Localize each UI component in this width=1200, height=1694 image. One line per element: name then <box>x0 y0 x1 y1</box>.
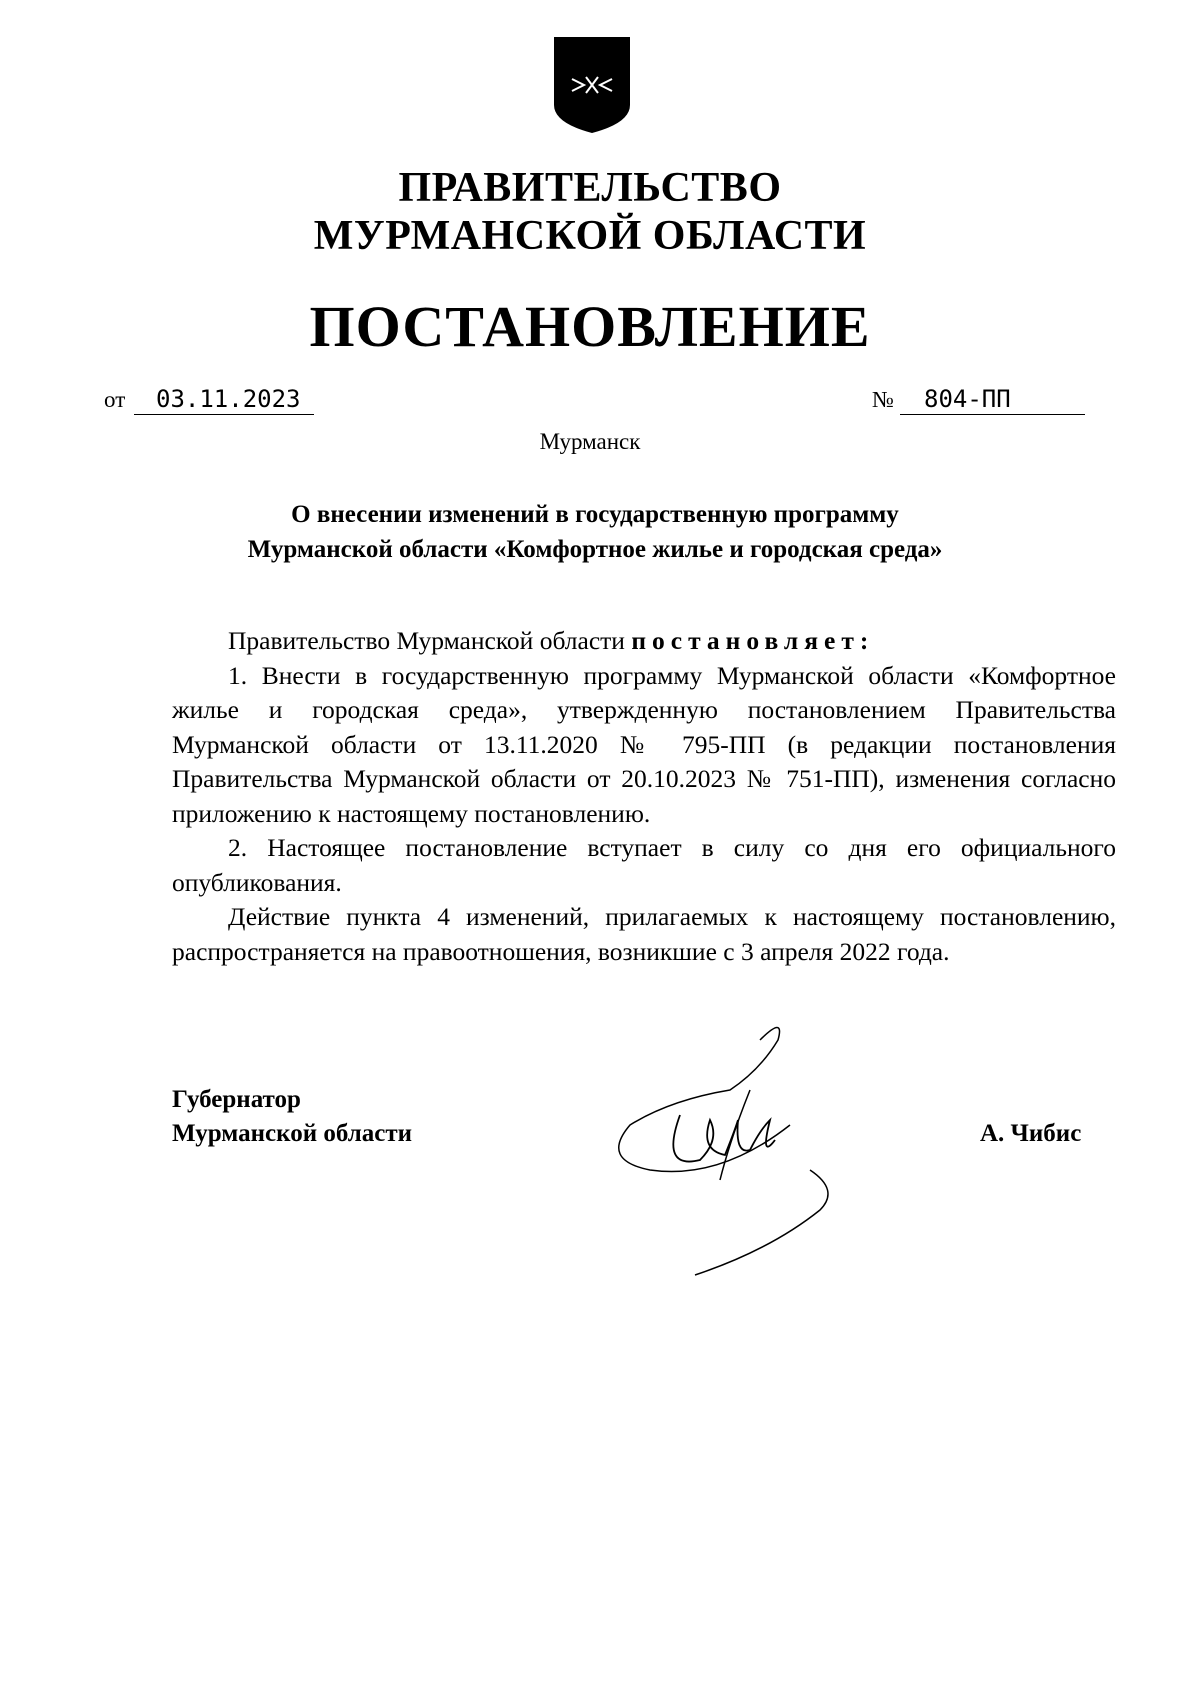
number-prefix: № <box>872 387 894 412</box>
government-title-line2: МУРМАНСКОЙ ОБЛАСТИ <box>313 213 867 259</box>
handwritten-signature <box>610 1020 910 1300</box>
signer-position <box>172 1083 412 1151</box>
signer-position-line1: Губернатор <box>172 1086 301 1113</box>
government-title-line1: ПРАВИТЕЛЬСТВО <box>398 165 782 211</box>
city-name: Мурманск <box>539 429 641 454</box>
item-3-paragraph: Действие пункта 4 изменений, прилагаемых к настоящему постановлению, распространяется на правоотношения, возникшие с 3 апреля 2022 года. <box>172 902 1116 966</box>
item-1-paragraph: 1. Внести в государственную программу Мурманской области «Комфортное жилье и городская среда», утвержденную постановлением Правительства Мурманской области от 13.11.2020 № 795-ПП (в редакции постановления Правительства Мурманской области от 20.10.2023 № 751-ПП), изменения согласно приложению к настоящему постановлению. <box>172 660 1116 828</box>
date-prefix: от <box>104 387 126 412</box>
document-date: 03.11.2023 <box>134 384 314 415</box>
intro-decree-word: постановляет: <box>631 626 875 655</box>
item-2-paragraph: 2. Настоящее постановление вступает в силу со дня его официального опубликования. <box>172 833 1116 897</box>
document-number: 804-ПП <box>900 384 1085 415</box>
subject-line2: Мурманской области «Комфортное жилье и городская среда» <box>247 536 943 563</box>
murmansk-coat-of-arms-icon <box>550 35 634 135</box>
signer-position-line2: Мурманской области <box>172 1120 413 1147</box>
document-body <box>172 624 1116 969</box>
subject-line1: О внесении изменений в государственную программу <box>291 501 899 528</box>
document-type-title: ПОСТАНОВЛЕНИЕ <box>309 294 871 359</box>
intro-paragraph <box>172 624 1116 659</box>
signer-name: А. Чибис <box>980 1120 1082 1147</box>
intro-text: Правительство Мурманской области <box>228 626 632 655</box>
